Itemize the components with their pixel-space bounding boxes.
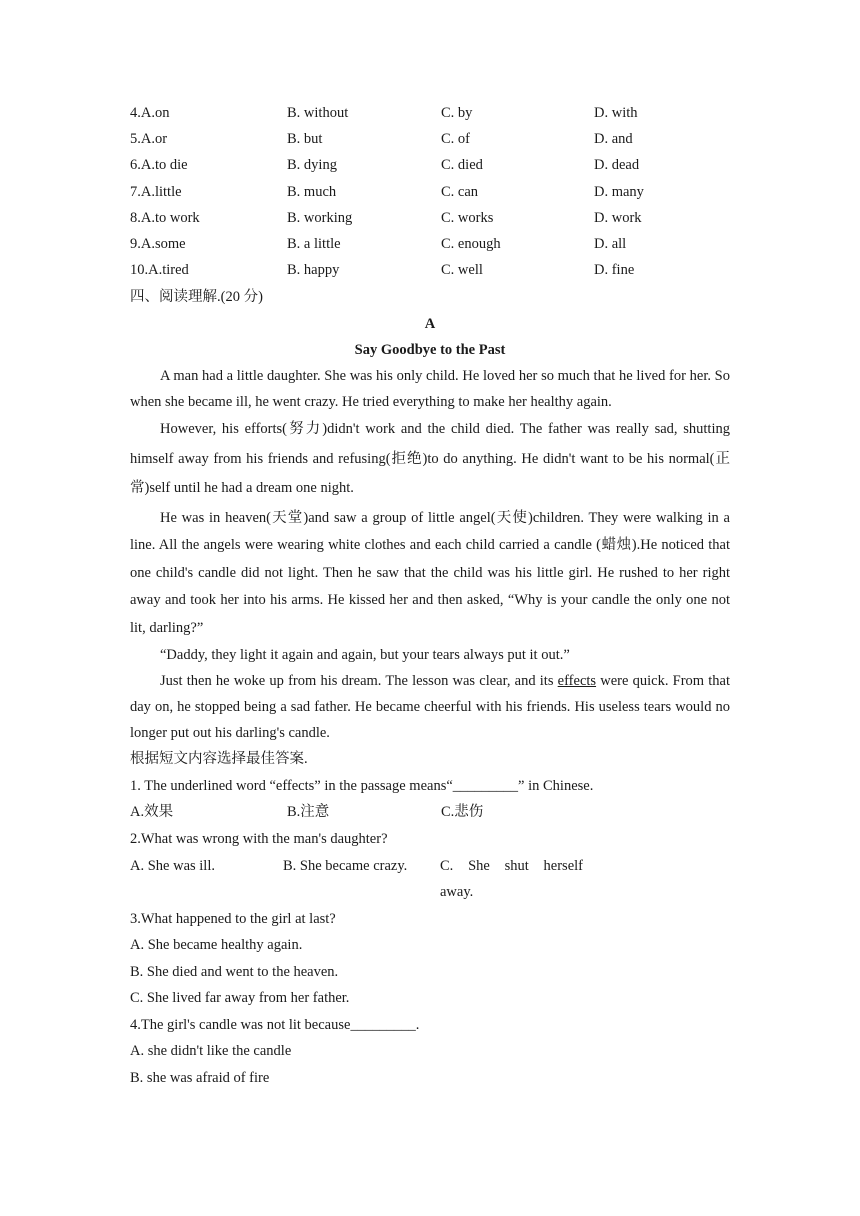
question-4-stem: 4.The girl's candle was not lit because_________.	[130, 1016, 420, 1033]
option-c: C. of	[441, 131, 470, 148]
question-1-stem: 1. The underlined word “effects” in the passage means“_________” in Chinese.	[130, 777, 594, 794]
question-option: B. she was afraid of fire	[130, 1069, 270, 1086]
option-a: 10.A.tired	[130, 262, 189, 279]
option-d: D. and	[594, 131, 633, 148]
option-row	[130, 179, 730, 205]
option-a: 5.A.or	[130, 131, 168, 148]
question-option: A. she didn't like the candle	[130, 1043, 292, 1060]
option-line: away.	[440, 883, 474, 900]
option-b: B. a little	[287, 236, 341, 253]
question-option: B. She died and went to the heaven.	[130, 963, 339, 980]
option-b: B. but	[287, 131, 323, 148]
option-b: B. without	[287, 105, 349, 122]
option-b: B. working	[287, 209, 353, 226]
option-d: D. all	[594, 236, 627, 253]
question-option: A. She was ill.	[130, 857, 215, 874]
passage-paragraph: However, his efforts(努力)didn't work and the child died. The father was really sad, shutting himself away from his friends and refusing(拒绝)to do anything. He didn't want to be his normal(正常)self until he had a dream one night.	[130, 421, 730, 497]
option-c: C. well	[441, 262, 483, 279]
option-c: C. died	[441, 157, 483, 174]
option-d: D. many	[594, 183, 644, 200]
option-line: C. She shut herself	[440, 857, 583, 874]
option-b: B. happy	[287, 262, 340, 279]
option-row	[130, 126, 730, 152]
question-option: A.效果	[130, 804, 174, 821]
paragraph-text: Just then he woke up from his dream. The lesson was clear, and its	[160, 673, 558, 690]
option-row	[130, 257, 730, 283]
passage-title: Say Goodbye to the Past	[354, 342, 506, 359]
option-a: 6.A.to die	[130, 157, 188, 174]
option-b: B. dying	[287, 157, 337, 174]
question-option: B.注意	[287, 804, 330, 821]
question-option	[440, 853, 583, 906]
paragraph-text: were quick. From that day on, he stopped being a sad father. He became cheerful with his friends. His useless tears would no longer put out his darling's candle.	[130, 673, 730, 742]
cloze-options	[130, 100, 730, 283]
option-row	[130, 100, 730, 126]
option-row	[130, 205, 730, 231]
option-a: 9.A.some	[130, 236, 186, 253]
section-heading: 四、阅读理解.(20 分)	[130, 289, 263, 306]
option-a: 8.A.to work	[130, 209, 200, 226]
question-3-stem: 3.What happened to the girl at last?	[130, 910, 336, 927]
option-row	[130, 152, 730, 178]
option-c: C. works	[441, 209, 494, 226]
option-row	[130, 231, 730, 257]
question-2-options	[130, 853, 730, 906]
passage-paragraph: A man had a little daughter. She was his only child. He loved her so much that he lived for her. So when she became ill, he went crazy. He tried everything to make her healthy again.	[130, 368, 730, 411]
passage-paragraph: “Daddy, they light it again and again, but your tears always put it out.”	[160, 647, 570, 664]
question-option: C. She lived far away from her father.	[130, 990, 350, 1007]
option-c: C. enough	[441, 236, 501, 253]
option-a: 4.A.on	[130, 105, 170, 122]
option-d: D. work	[594, 209, 642, 226]
option-b: B. much	[287, 183, 337, 200]
underlined-word: effects	[557, 673, 597, 690]
instruction: 根据短文内容选择最佳答案.	[130, 751, 308, 768]
passage-paragraph: He was in heaven(天堂)and saw a group of little angel(天使)children. They were walking in a line. All the angels were wearing white clothes and each child carried a candle (蜡烛).He noticed that one child's candle did not light. Then he saw that the child was his little girl. He rushed to her right away and took her into his arms. He kissed her and then asked, “Why is your candle the only one not lit, darling?”	[130, 509, 730, 636]
passage-letter: A	[424, 316, 436, 333]
option-d: D. with	[594, 105, 638, 122]
option-a: 7.A.little	[130, 183, 182, 200]
option-c: C. by	[441, 105, 473, 122]
worksheet-page	[130, 100, 730, 1091]
question-1-options	[130, 799, 730, 826]
question-2-stem: 2.What was wrong with the man's daughter?	[130, 831, 388, 848]
question-option: B. She became crazy.	[283, 857, 408, 874]
option-d: D. dead	[594, 157, 640, 174]
option-d: D. fine	[594, 262, 635, 279]
question-option: C.悲伤	[441, 804, 484, 821]
option-c: C. can	[441, 183, 479, 200]
question-option: A. She became healthy again.	[130, 937, 303, 954]
passage-paragraph	[130, 668, 730, 746]
